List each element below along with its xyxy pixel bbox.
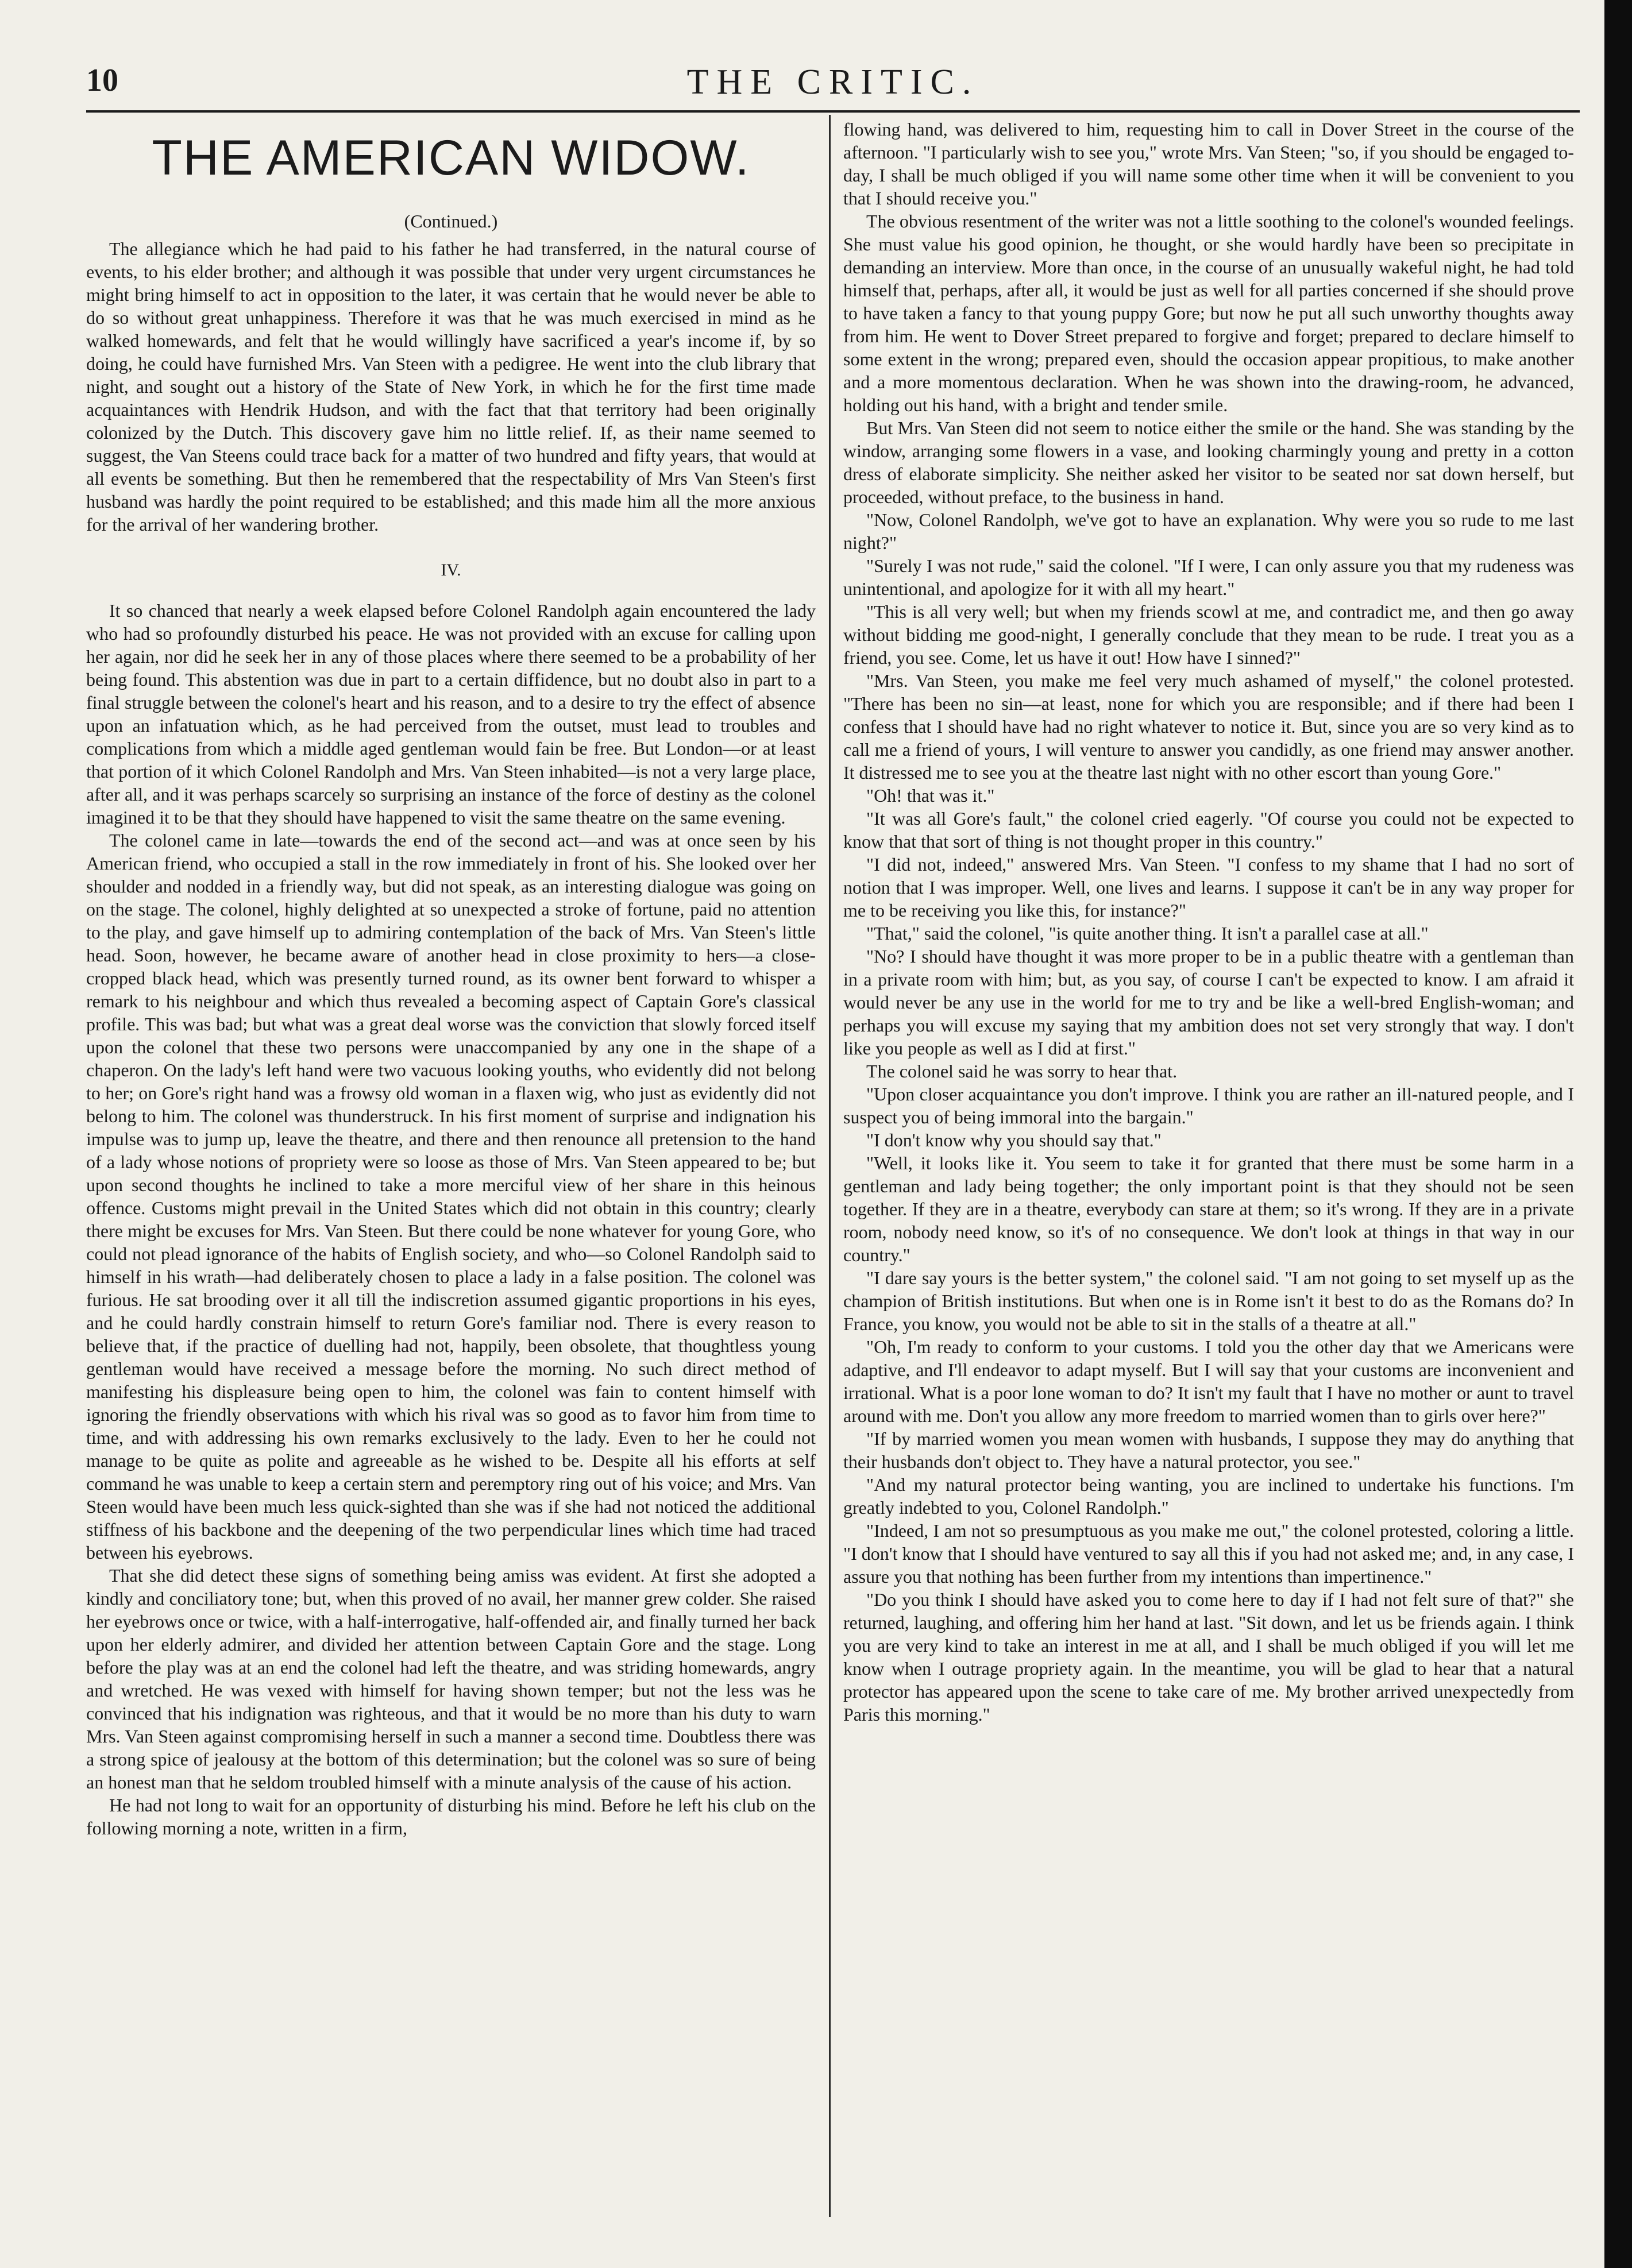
paragraph: But Mrs. Van Steen did not seem to notice either the smile or the hand. She was standing by the window, arranging some flowers in a vase, and looking charmingly young and pretty in a cotton dress of elaborate simplicity. She neither asked her visitor to be seated nor sat down herself, but proceeded, without preface, to the business in hand. [843,418,1574,507]
header-rule [86,110,1580,113]
left-paragraphs-before [86,237,816,536]
paragraph: It so chanced that nearly a week elapsed before Colonel Randolph again encountered the lady who had so profoundly disturbed his peace. He was not provided with an excuse for calling upon her again, nor did he seek her in any of those places where there seemed to be a probability of her being found. This abstention was due in part to a certain diffidence, but no doubt also in part to a final struggle between the colonel's heart and his reason, and to a desire to try the effect of absence upon an infatuation which, as he had perceived from the outset, must lead to troubles and complications from which a middle aged gentleman would fain be free. But London—or at least that portion of it which Colonel Randolph and Mrs. Van Steen inhabited—is not a very large place, after all, and it was perhaps scarcely so surprising an instance of the force of destiny as the colonel imagined it to be that they should have happened to visit the same theatre on the same evening. [86,600,816,828]
section-number: IV. [441,561,461,579]
page-header [86,62,1580,108]
paragraph: "And my natural protector being wanting, you are inclined to undertake his functions. I'm greatly indebted to you, Colonel Randolph." [843,1474,1574,1518]
continued-note: (Continued.) [404,211,498,231]
paragraph: "That," said the colonel, "is quite another thing. It isn't a parallel case at all." [866,923,1429,944]
paragraph: The colonel said he was sorry to hear that. [866,1061,1178,1081]
paragraph: "Surely I was not rude," said the colonel. "If I were, I can only assure you that my rudeness was unintentional, and apologize for it with all my heart." [843,555,1574,599]
paragraph: "I dare say yours is the better system," the colonel said. "I am not going to set myself up as the champion of British institutions. But when one is in Rome isn't it best to do as the Romans do? In France, you know, you would not be able to sit in the stalls of a theatre at all." [843,1268,1574,1334]
page-number: 10 [86,63,118,98]
paragraph: "Upon closer acquaintance you don't improve. I think you are rather an ill-natured people, and I suspect you of being immoral into the bargain." [843,1084,1574,1127]
paragraph: "It was all Gore's fault," the colonel cried eagerly. "Of course you could not be expected to know that that sort of thing is not thought proper in this country." [843,808,1574,852]
paragraph: "Oh! that was it." [866,785,995,806]
article-title: THE AMERICAN WIDOW. [152,130,750,186]
right-column [843,118,1574,2220]
paragraph: That she did detect these signs of something being amiss was evident. At first she adopted a kindly and conciliatory tone; but, when this proved of no avail, her manner grew colder. She raised her eyebrows once or twice, with a half-interrogative, half-offended air, and finally turned her back upon her elderly admirer, and divided her attention between Captain Gore and the stage. Long before the play was at an end the colonel had left the theatre, and was striding homewards, angry and wretched. He was vexed with himself for having shown temper; but not the less was he convinced that his indignation was righteous, and that it would be no more than his duty to warn Mrs. Van Steen against compromising herself in such a manner a second time. Doubtless there was a strong spice of jealousy at the bottom of this determination; but the colonel was so sure of being an honest man that he seldom troubled himself with a minute analysis of the cause of his action. [86,1565,816,1792]
paragraph: "No? I should have thought it was more proper to be in a public theatre with a gentleman than in a private room with him; but, as you say, of course I can't be expected to know. I am afraid it would never be any use in the world for me to try and be like a well-bred English-woman; and perhaps you will excuse my saying that my ambition does not set very strongly that way. I don't like you people as well as I did at first." [843,946,1574,1058]
paragraph: "Indeed, I am not so presumptuous as you make me out," the colonel protested, coloring a little. "I don't know that I should have ventured to say all this if you had not asked me; and, in any case, I assure you that nothing has been further from my intentions than impertinence." [843,1520,1574,1587]
paragraph: "If by married women you mean women with husbands, I suppose they may do anything that their husbands don't object to. They have a natural protector, you see." [843,1428,1574,1472]
paragraph: "Now, Colonel Randolph, we've got to have an explanation. Why were you so rude to me last night?" [843,509,1574,553]
paragraph: "Do you think I should have asked you to come here to day if I had not felt sure of that?" she returned, laughing, and offering him her hand at last. "Sit down, and let us be friends again. I think you are very kind to take an interest in me at all, and I shall be much obliged if you will let me know when I outrage propriety again. In the meantime, you will be glad to hear that a natural protector has appeared upon the scene to take care of me. My brother arrived unexpectedly from Paris this morning." [843,1589,1574,1725]
paragraph: "I don't know why you should say that." [866,1130,1162,1150]
paragraph: The allegiance which he had paid to his father he had transferred, in the natural course of events, to his elder brother; and although it was possible that under very urgent circumstances he might bring himself to act in opposition to the later, it was certain that he would never be able to do so without great unhappiness. Therefore it was that he was much exercised in mind as he walked homewards, and felt that he would willingly have sacrificed a year's income if, by so doing, he could have furnished Mrs. Van Steen with a pedigree. He went into the club library that night, and sought out a history of the State of New York, in which he for the first time made acquaintances with Hendrik Hudson, and with the fact that that territory had been originally colonized by the Dutch. This discovery gave him no little relief. If, as their name seemed to suggest, the Van Steens could trace back for a matter of two hundred and fifty years, that would at all events be something. But then he remembered that the respectability of Mrs Van Steen's first husband was hardly the point required to be established; and this made him all the more anxious for the arrival of her wandering brother. [86,238,816,535]
paragraph: "This is all very well; but when my friends scowl at me, and contradict me, and then go away without bidding me good-night, I generally conclude that they mean to be rude. I treat you as a friend, you see. Come, let us have it out! How have I sinned?" [843,601,1574,668]
left-column [86,118,816,2220]
paragraph: He had not long to wait for an opportunity of disturbing his mind. Before he left his club on the following morning a note, written in a firm, [86,1795,816,1838]
paragraph: flowing hand, was delivered to him, requesting him to call in Dover Street in the course of the afternoon. "I particularly wish to see you," wrote Mrs. Van Steen; "so, if you should be engaged to-day, I shall be much obliged if you will name some other time when it will be convenient to you that I should receive you." [843,119,1574,208]
right-paragraphs [843,118,1574,1726]
scan-edge [1604,0,1632,2268]
paragraph: "I did not, indeed," answered Mrs. Van Steen. "I confess to my shame that I had no sort of notion that I was improper. Well, one lives and learns. I suppose it can't be in any way proper for me to be receiving you like this, for instance?" [843,854,1574,921]
running-title: THE CRITIC. [686,63,979,102]
paragraph: The obvious resentment of the writer was not a little soothing to the colonel's wounded feelings. She must value his good opinion, he thought, or she would hardly have been so precipitate in demanding an interview. More than once, in the course of an unusually wakeful night, he had told himself that, perhaps, after all, it would be just as well for all parties concerned if she should prove to have taken a fancy to that young puppy Gore; but now he put all such unworthy thoughts away from him. He went to Dover Street prepared to forgive and forget; prepared to declare himself to some extent in the wrong; prepared even, should the occasion appear propitious, to make another and a more momentous declaration. When he was shown into the drawing-room, he advanced, holding out his hand, with a bright and tender smile. [843,211,1574,415]
paragraph: "Well, it looks like it. You seem to take it for granted that there must be some harm in a gentleman and lady being together; the only important point is that they should not be seen together. If they are in a theatre, everybody can stare at them; so it's wrong. If they are in a private room, nobody need know, so it's of no consequence. We don't look at things in that way in our country." [843,1153,1574,1265]
paragraph: The colonel came in late—towards the end of the second act—and was at once seen by his American friend, who occupied a stall in the row immediately in front of his. She looked over her shoulder and nodded in a friendly way, but did not speak, as an interesting dialogue was going on on the stage. The colonel, highly delighted at so unexpected a stroke of fortune, paid no attention to the play, and gave himself up to admiring contemplation of the back of Mrs. Van Steen's little head. Soon, however, he became aware of another head in close proximity to hers—a close-cropped black head, which was presently turned round, as its owner bent forward to whisper a remark to his neighbour and which thus revealed a becoming aspect of Captain Gore's classical profile. This was bad; but what was a great deal worse was the conviction that slowly forced itself upon the colonel that these two persons were unaccompanied by any one in the shape of a chaperon. On the lady's left hand were two vacuous looking youths, who evidently did not belong to her; on Gore's right hand was a frowsy old woman in a flaxen wig, who just as evidently did not belong to him. The colonel was thunderstruck. In his first moment of surprise and indignation his impulse was to jump up, leave the theatre, and there and then renounce all pretension to the hand of a lady whose notions of propriety were so loose as those of Mrs. Van Steen appeared to be; but upon second thoughts he inclined to take a more merciful view of her share in this heinous offence. Customs might prevail in the United States which did not obtain in this country; clearly there might be excuses for Mrs. Van Steen. But there could be none whatever for young Gore, who could not plead ignorance of the habits of English society, and who—so Colonel Randolph said to himself in his wrath—had deliberately chosen to place a lady in a false position. The colonel was furious. He sat brooding over it all till the indiscretion assumed gigantic proportions in his eyes, and he could hardly constrain himself to return Gore's familiar nod. There is every reason to believe that, if the practice of duelling had not, happily, been obsolete, that thoughtless young gentleman would have received a message before the morning. No such direct method of manifesting his displeasure being open to him, the colonel was fain to content himself with ignoring the friendly observations with which his rival was so good as to favor him from time to time, and with addressing his own remarks exclusively to the lady. Even to her he could not manage to be quite as polite and agreeable as he wished to be. Despite all his efforts at self command he was unable to keep a certain stern and peremptory ring out of his voice; and Mrs. Van Steen would have been much less quick-sighted than she was if she had not noticed the additional stiffness of his backbone and the deepening of the two perpendicular lines which time had traced between his eyebrows. [86,830,816,1563]
paragraph: "Mrs. Van Steen, you make me feel very much ashamed of myself," the colonel protested. "There has been no sin—at least, none for which you are responsible; and if there had been I confess that I should have had no right whatever to notice it. But, since you are so very kind as to call me a friend of yours, I will venture to answer you candidly, as one friend may answer another. It distressed me to see you at the theatre last night with no other escort than young Gore." [843,670,1574,783]
left-paragraphs-after [86,599,816,1840]
column-divider [829,115,831,2217]
paragraph: "Oh, I'm ready to conform to your customs. I told you the other day that we Americans were adaptive, and I'll endeavor to adapt myself. But I will say that your customs are inconvenient and irrational. What is a poor lone woman to do? It isn't my fault that I have no mother or aunt to travel around with me. Don't you allow any more freedom to married women than to girls over here?" [843,1336,1574,1426]
